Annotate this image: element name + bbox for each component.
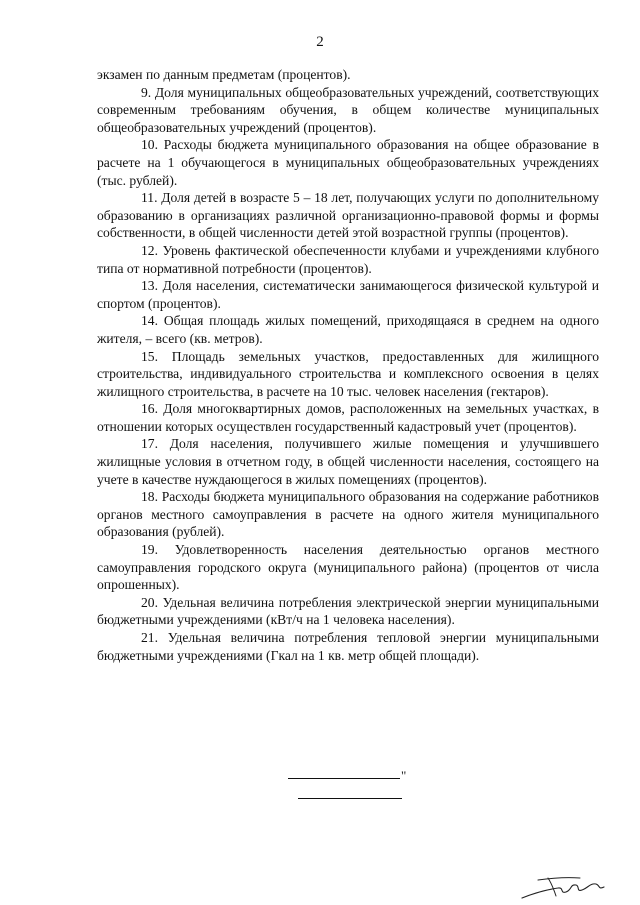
- paragraph-item-12: 12. Уровень фактической обеспеченности клубами и учреждениями клубного типа от нормативной потребности (процентов).: [97, 242, 599, 276]
- page-number: 2: [316, 34, 324, 50]
- paragraph-item-18: 18. Расходы бюджета муниципального образования на содержание работников органов местного самоуправления в расчете на одного жителя муниципального образования (рублей).: [97, 489, 599, 540]
- paragraph-item-17: 17. Доля населения, получившего жилые помещения и улучшившего жилищные условия в отчетном году, в общей численности населения, состоящего на учете в качестве нуждающегося в жилых помещениях (процентов).: [97, 436, 599, 487]
- paragraph-item-16: 16. Доля многоквартирных домов, расположенных на земельных участках, в отношении которых осуществлен государственный кадастровый учет (процентов).: [97, 401, 599, 434]
- paragraph-item-19: 19. Удовлетворенность населения деятельностью органов местного самоуправления городского округа (муниципального района) (процентов от числа опрошенных).: [97, 542, 599, 593]
- paragraph-item-13: 13. Доля населения, систематически занимающегося физической культурой и спортом (процентов).: [97, 278, 599, 311]
- closing-lines: [0, 768, 640, 812]
- paragraph-item-11: 11. Доля детей в возрасте 5 – 18 лет, получающих услуги по дополнительному образованию в организациях различной организационно-правовой формы и формы собственности, в общей численности детей этой возрастной группы (процентов).: [97, 190, 599, 241]
- paragraph-item-21: 21. Удельная величина потребления тепловой энергии муниципальными бюджетными учреждениями (Гкал на 1 кв. метр общей площади).: [97, 630, 599, 663]
- handwritten-signature: [518, 868, 610, 904]
- paragraph-item-20: 20. Удельная величина потребления электрической энергии муниципальными бюджетными учреждениями (кВт/ч на 1 человека населения).: [97, 594, 599, 628]
- paragraph-item-14: 14. Общая площадь жилых помещений, приходящаяся в среднем на одного жителя, – всего (кв. метров).: [97, 313, 599, 346]
- closing-rule-bottom: [298, 798, 402, 799]
- paragraph-item-10: 10. Расходы бюджета муниципального образования на общее образование в расчете на 1 обучающегося в муниципальных общеобразовательных учреждениях (тыс. рублей).: [97, 137, 599, 188]
- paragraph-item-15: 15. Площадь земельных участков, предоставленных для жилищного строительства, индивидуального строительства и комплексного освоения в целях жилищного строительства, в расчете на 10 тыс. человек населения (гектаров).: [97, 348, 599, 399]
- paragraph-continuation: экзамен по данным предметам (процентов).: [97, 67, 351, 82]
- closing-quote-mark: ": [401, 768, 407, 783]
- closing-rule-top: [288, 778, 400, 779]
- paragraph-item-9: 9. Доля муниципальных общеобразовательных учреждений, соответствующих современным требованиям обучения, в общем количестве муниципальных общеобразовательных учреждений (процентов).: [97, 84, 599, 135]
- document-body: [97, 66, 599, 664]
